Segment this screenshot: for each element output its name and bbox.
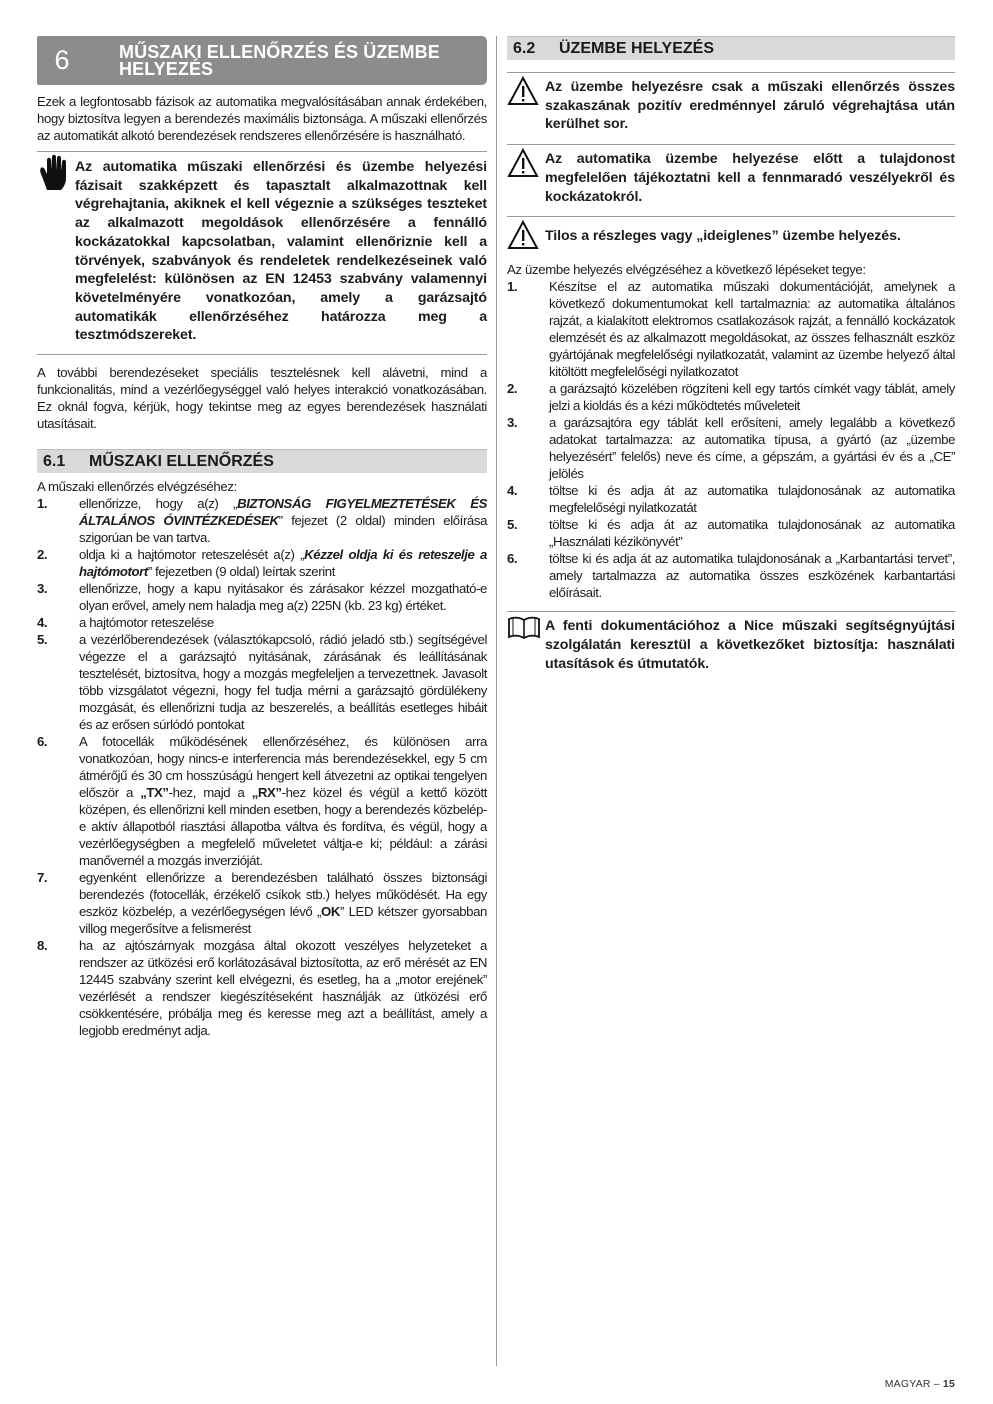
- section-6-1-header: [37, 449, 487, 473]
- stop-hand-icon: [37, 154, 75, 345]
- further-paragraph: A további berendezéseket speciális tesztelésnek kell alávetni, mind a funkcionalitás, mind a vezérlőegységgel való helyes interakció vonatkozásában. Ez oknál fogva, kérjük, hogy tekintse meg az egyes berendezések használati utasításait.: [37, 365, 487, 432]
- section-number: 6.1: [43, 452, 66, 470]
- footer-language: MAGYAR: [884, 1378, 931, 1390]
- column-divider: [496, 36, 497, 1366]
- s61-lead: A műszaki ellenőrzés elvégzéséhez:: [37, 479, 237, 495]
- list-item: 6. töltse ki és adja át az automatika tulajdonosának a „Karbantartási tervet”, amely tartalmazza az automatika összes eszközének karbantartási előírásait.: [507, 551, 955, 601]
- divider-rule: [37, 354, 487, 355]
- list-item: 4. a hajtómotor reteszelése: [37, 615, 214, 631]
- list-item: 5. a vezérlőberendezések (választókapcsoló, rádió jeladó stb.) segítségével végezze el a garázsajtó nyitásának, zárásának és leállításának tesztelését, biztosítva, hogy a mozgás megfeleljen a tervezettnek. Javasolt több vizsgálatot végezni, hogy fel tudja mérni a garázsajtó gördülékeny mozgását, és ellenőrizni tudja az beszerelés, a beállítás esetleges hibáit és az erősen súrlódó pontokat: [37, 632, 487, 733]
- s62-steps: [507, 278, 955, 601]
- list-item: 3. a garázsajtóra egy táblát kell erősíteni, amely legalább a következő adatokat tartalmazza: az automatika típusa, a gyártó (az „üzembe helyezésért” felelős) neve és címe, a gépszám, a gyártási év és a „CE” jelölés: [507, 415, 955, 482]
- list-item: 5. töltse ki és adja át az automatika tulajdonosának az automatika „Használati kézikönyvét”: [507, 517, 955, 550]
- divider-rule: [507, 144, 955, 145]
- warning-triangle-icon: [507, 148, 545, 206]
- warning-1-text: Az üzembe helyezésre csak a műszaki ellenőrzés összes szakaszának pozitív eredménnyel záruló végrehajtása után kerülhet sor.: [545, 79, 955, 133]
- hand-note: [37, 154, 487, 345]
- section-title: ÜZEMBE HELYEZÉS: [559, 39, 714, 57]
- list-item: 1. Készítse el az automatika műszaki dokumentációját, amelynek a következő dokumentumokat kell tartalmaznia: az automatika általános rajzát, a kialakított elektromos csatlakozások rajzát, a fennálló kockázatok elemzését és az alkalmazott megoldásokat, az összes felhasznált eszköz gyártójának megfelelőségi nyilatkozatát, valamint az üzembe helyező által kitöltött megfelelőségi nyilatkozatot: [507, 279, 955, 380]
- list-item: 7. egyenként ellenőrizze a berendezésben található összes biztonsági berendezés (fotocellák, érzékelő csíkok stb.) helyes működését. Ha egy eszköz közbelép, a vezérlőegységen lévő „OK” LED kétszer gyorsabban villog megerősítve a felismerést: [37, 870, 487, 937]
- book-note: [507, 615, 955, 673]
- open-book-icon: [507, 615, 545, 673]
- warning-3-text: Tilos a részleges vagy „ideiglenes” üzembe helyezés.: [545, 228, 901, 245]
- chapter-title-line1: MŰSZAKI ELLENŐRZÉS ÉS ÜZEMBE: [119, 41, 440, 62]
- list-item: 2. oldja ki a hajtómotor reteszelését a(z) „Kézzel oldja ki és reteszelje a hajtómotort” fejezetben (9 oldal) leírtak szerint: [37, 547, 487, 580]
- page-number: 15: [942, 1378, 955, 1390]
- list-item: 8. ha az ajtószárnyak mozgása által okozott veszélyes helyzeteket a rendszer az ütközési erő korlátozásával biztosította, az erő mérését az EN 12445 szabvány szerint kell elvégezni, és esetleg, ha a „motor erejének” vezérlését a rendszer kiegészítéseként használják az ütközési erő csökkentésére, próbálja meg és keresse meg azt a beállítást, amely a legjobb eredményt adja.: [37, 938, 487, 1039]
- list-item: 3. ellenőrizze, hogy a kapu nyitásakor és zárásakor kézzel mozgatható-e olyan erővel, amely nem haladja meg a(z) 225N (kb. 23 kg) értéket.: [37, 581, 487, 614]
- warning-1: [507, 76, 955, 134]
- intro-paragraph: Ezek a legfontosabb fázisok az automatika megvalósításában annak érdekében, hogy biztosítva legyen a berendezés maximális biztonsága. A műszaki ellenőrzés az automatikát alkotó berendezések rendszeres ellenőrzésére is használható.: [37, 94, 487, 143]
- section-title: MŰSZAKI ELLENŐRZÉS: [89, 452, 274, 470]
- divider-rule: [507, 611, 955, 612]
- left-column: [37, 36, 487, 1039]
- page-footer: MAGYAR – 15: [884, 1378, 955, 1390]
- section-6-2-header: [507, 36, 955, 60]
- warning-3: [507, 220, 955, 255]
- s61-steps: [37, 495, 487, 1039]
- section-number: 6.2: [513, 39, 536, 57]
- chapter-number: 6: [54, 45, 70, 75]
- warning-2: [507, 148, 955, 206]
- book-note-text: A fenti dokumentációhoz a Nice műszaki segítségnyújtási szolgálatán keresztül a következőket biztosítja: használati utasítások és útmutatók.: [545, 618, 955, 672]
- list-item: 4. töltse ki és adja át az automatika tulajdonosának az automatika megfelelőségi nyilatkozatát: [507, 483, 955, 516]
- list-item: 2. a garázsajtó közelében rögzíteni kell egy tartós címkét vagy táblát, amely jelzi a kioldás és a kézi működtetés műveleteit: [507, 381, 955, 414]
- warning-triangle-icon: [507, 220, 545, 255]
- divider-rule: [507, 72, 955, 73]
- hand-note-text: Az automatika műszaki ellenőrzési és üzembe helyezési fázisait szakképzett és tapasztalt alkalmazottnak kell végrehajtania, akiknek el kell végeznie a szükséges teszteket az alkalmazott megoldások ellenőrzésére a fennálló kockázatokkal kapcsolatban, valamint ellenőriznie kell a törvények, szabványok és rendeletek rendelkezéseinek való megfelelést: különösen az EN 12453 szabvány valamennyi követelményére vonatkozóan, amely a garázsajtó automatikák ellenőrzéséhez határozza meg a tesztmódszereket.: [75, 159, 487, 344]
- chapter-title: [85, 41, 440, 79]
- chapter-header: [37, 36, 487, 85]
- s62-lead: Az üzembe helyezés elvégzéséhez a következő lépéseket tegye:: [507, 262, 866, 278]
- warning-triangle-icon: [507, 76, 545, 134]
- right-column: [507, 36, 955, 673]
- list-item: 1. ellenőrizze, hogy a(z) „BIZTONSÁG FIGYELMEZTETÉSEK ÉS ÁLTALÁNOS ÓVINTÉZKEDÉSEK” fejezet (2 oldal) minden előírása szigorúan be van tartva.: [37, 496, 487, 546]
- divider-rule: [507, 216, 955, 217]
- warning-2-text: Az automatika üzembe helyezése előtt a tulajdonost megfelelően tájékoztatni kell a fennmaradó veszélyekről és kockázatokról.: [545, 151, 955, 205]
- chapter-title-line2: HELYEZÉS: [119, 58, 214, 79]
- list-item: 6. A fotocellák működésének ellenőrzéséhez, és különösen arra vonatkozóan, hogy nincs-e interferencia más berendezésekkel, egy 5 cm átmérőjű és 30 cm hosszúságú hengert kell átvezetni az optikai tengelyen először a „TX”-hez, majd a „RX”-hez közel és végül a kettő között középen, és ellenőrizni kell minden esetben, hogy a berendezés közbelép-e aktív állapotból riasztási állapotba váltva és fordítva, és végül, hogy a vezérlőegységben a megfelelő műveletet váltja-e ki; például: a zárási manővernél a mozgás inverzióját.: [37, 734, 488, 869]
- divider-rule: [37, 151, 487, 152]
